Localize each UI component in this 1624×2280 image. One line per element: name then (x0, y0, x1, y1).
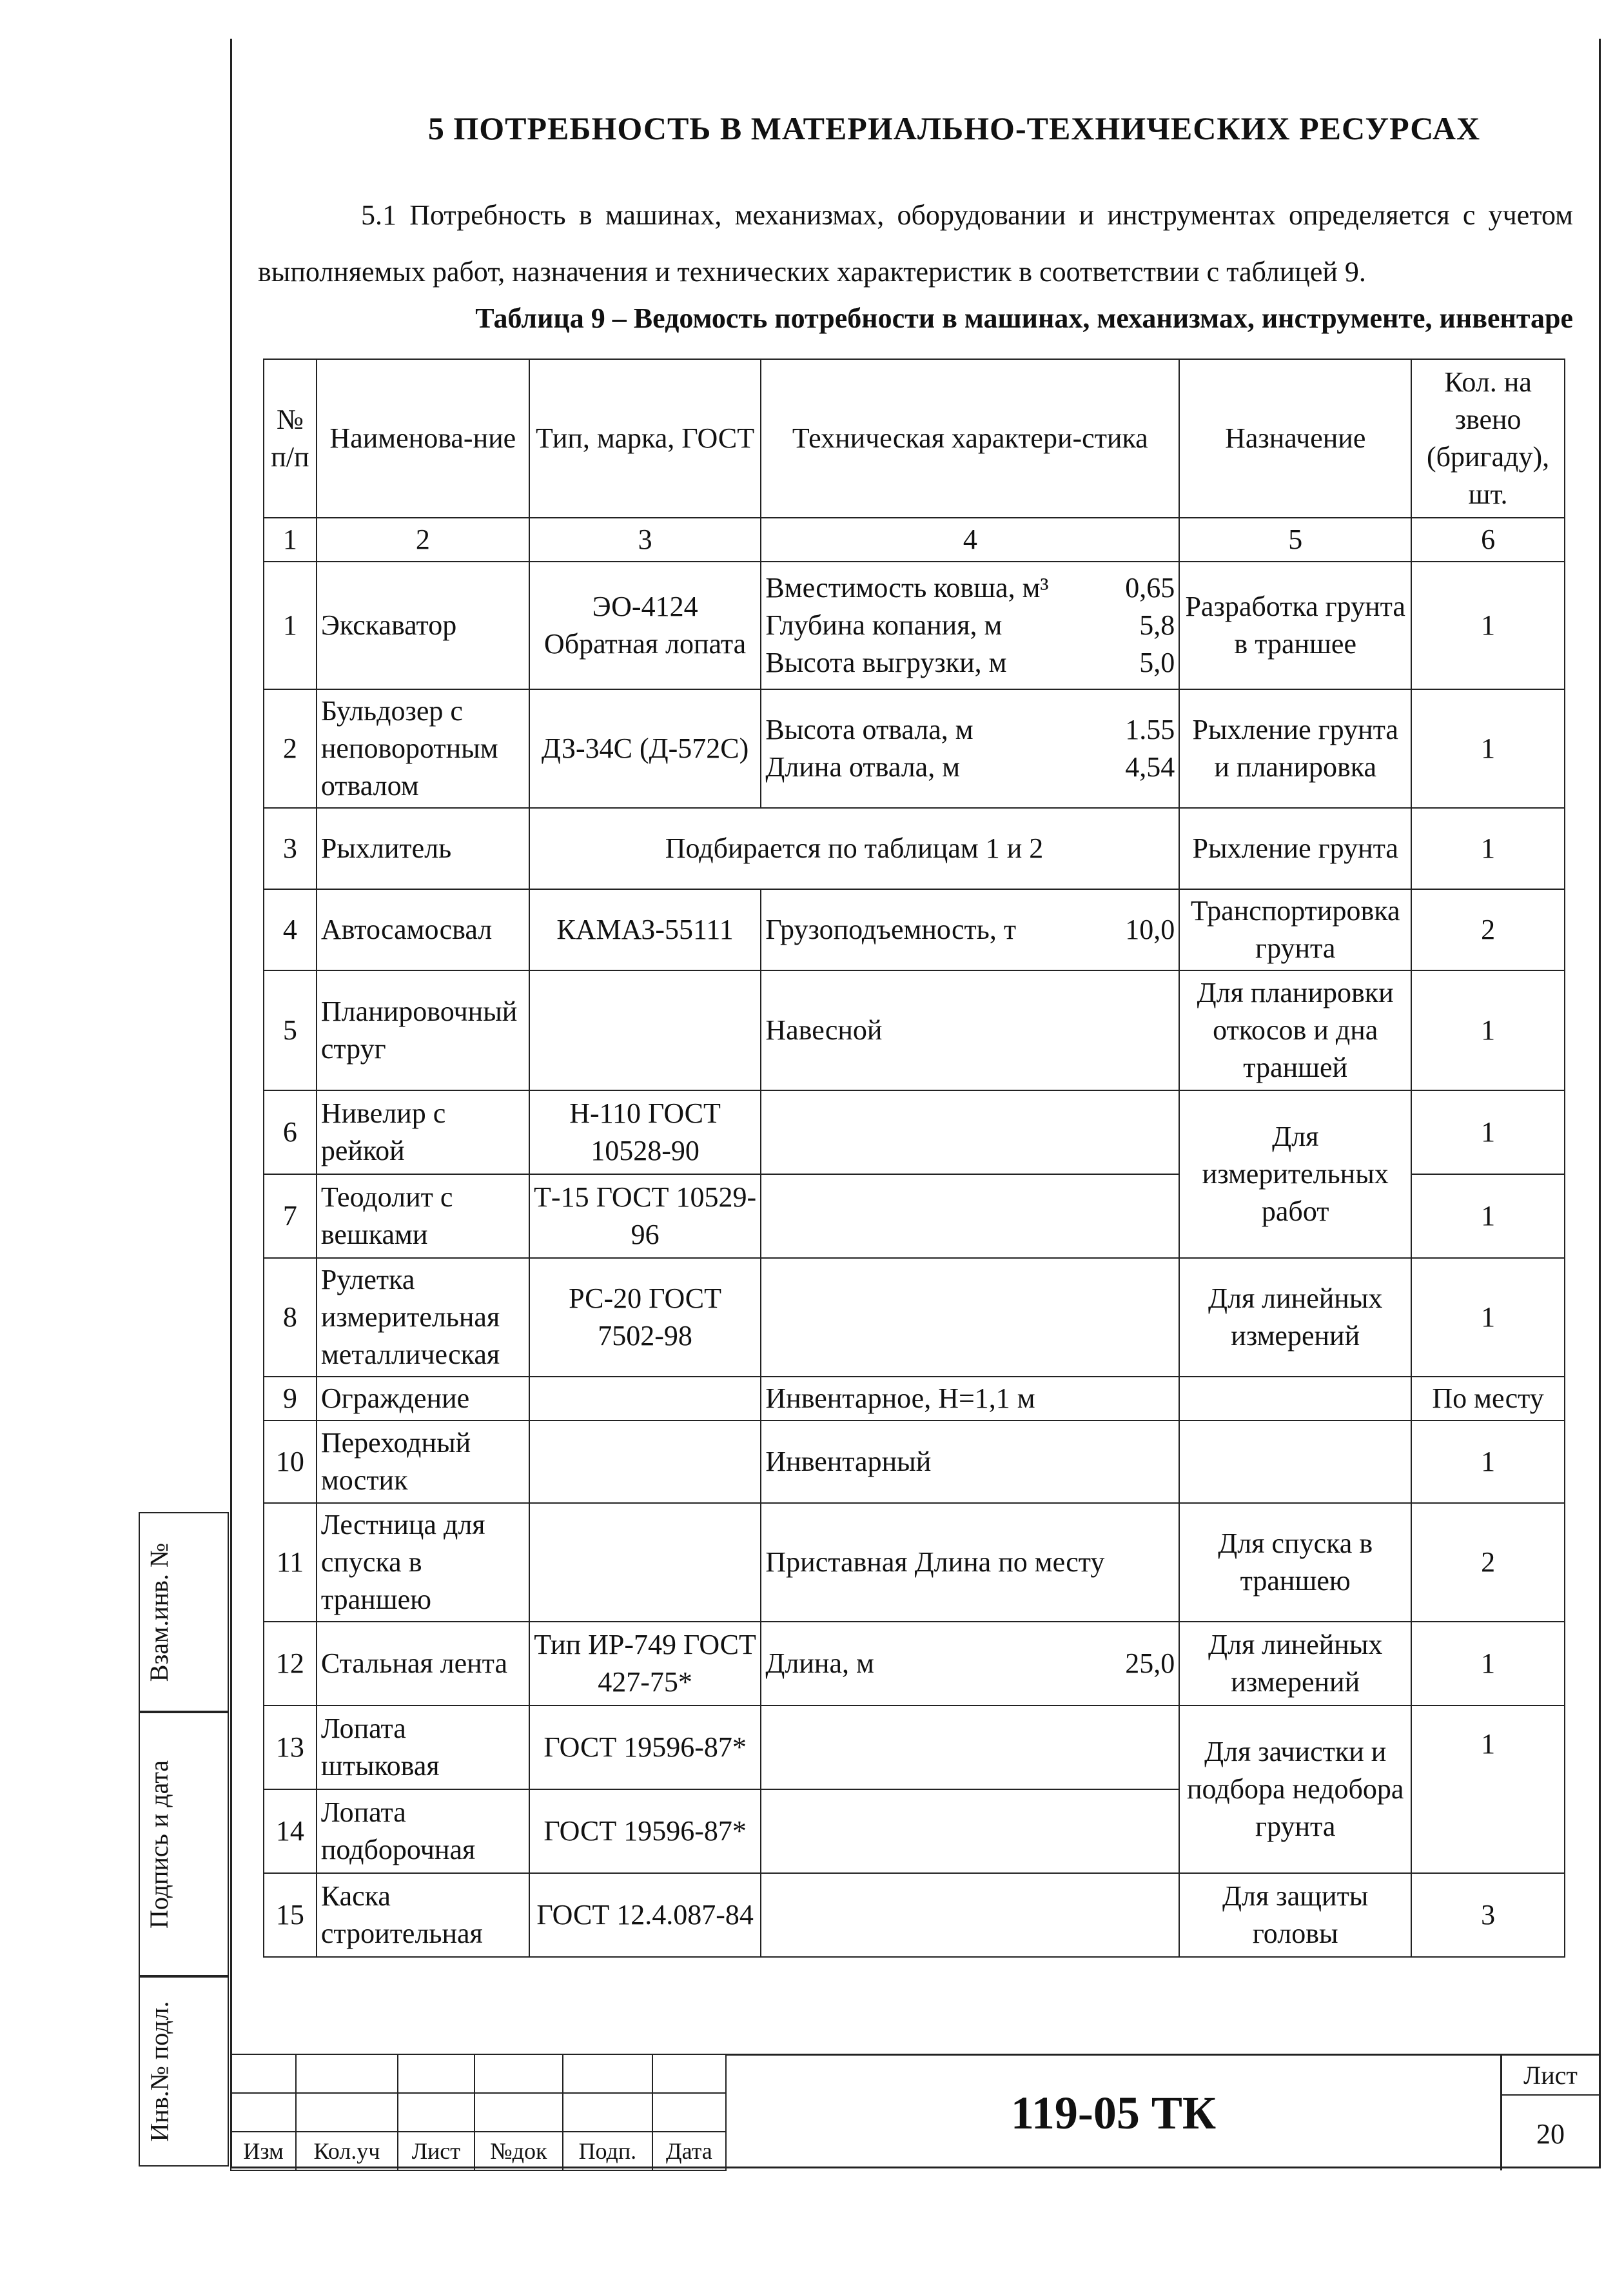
table-row (264, 1420, 1565, 1503)
row-qty: 1 (1411, 1705, 1565, 1873)
table-row (264, 562, 1565, 689)
row-qty: 1 (1411, 1622, 1565, 1705)
column-number-row (264, 518, 1565, 562)
row-spec (761, 1873, 1179, 1957)
row-purpose (1179, 1420, 1411, 1503)
tb-label-sign: Подп. (563, 2132, 652, 2170)
row-purpose: Для линейных измерений (1179, 1622, 1411, 1705)
stamp-cell-replace (139, 1512, 229, 1712)
stamp-cell-signature (139, 1712, 229, 1976)
row-type: ДЗ-34С (Д-572С) (529, 689, 761, 808)
row-num: 12 (264, 1622, 317, 1705)
spec-label: Грузоподъемность, т (765, 914, 1017, 945)
row-spec: Инвентарное, Н=1,1 м (761, 1377, 1179, 1420)
row-name: Рулетка измерительная металлическая (317, 1258, 529, 1377)
sheet-box (1500, 2054, 1599, 2170)
row-num: 1 (264, 562, 317, 689)
row-spec (761, 1789, 1179, 1873)
row-name: Лестница для спуска в траншею (317, 1503, 529, 1622)
table-row (264, 689, 1565, 808)
row-spec (761, 1705, 1179, 1789)
row-num: 5 (264, 970, 317, 1090)
row-num: 9 (264, 1377, 317, 1420)
row-purpose: Рыхление грунта и планировка (1179, 689, 1411, 808)
row-name: Экскаватор (317, 562, 529, 689)
row-qty: 1 (1411, 1420, 1565, 1503)
row-spec (761, 562, 1179, 689)
sheet-number: 20 (1536, 2118, 1565, 2150)
row-num: 11 (264, 1503, 317, 1622)
row-name: Ограждение (317, 1377, 529, 1420)
table-row (264, 1090, 1565, 1174)
row-num: 10 (264, 1420, 317, 1503)
row-spec (761, 1174, 1179, 1258)
row-spec (761, 1622, 1179, 1705)
resources-table (263, 359, 1565, 1958)
spec-label: Высота отвала, м (765, 714, 973, 745)
spec-label: Вместимость ковша, м³ (765, 572, 1049, 604)
row-spec: Инвентарный (761, 1420, 1179, 1503)
row-num: 14 (264, 1789, 317, 1873)
table-row (264, 1705, 1565, 1789)
table-row (264, 1503, 1565, 1622)
table-caption: Таблица 9 – Ведомость потребности в машинах, механизмах, инструменте, инвентаре (475, 302, 1573, 334)
col-num: 3 (529, 518, 761, 562)
title-block (230, 2054, 1599, 2168)
row-type (529, 1503, 761, 1622)
row-type: Тип ИР-749 ГОСТ 427-75* (529, 1622, 761, 1705)
side-stamp (139, 1512, 229, 2167)
stamp-label-signature: Подпись и дата (144, 1760, 174, 1929)
row-num: 13 (264, 1705, 317, 1789)
stamp-label-replace: Взам.инв. № (144, 1542, 174, 1682)
row-qty: 1 (1411, 1090, 1565, 1174)
spec-value: 25,0 (1125, 1647, 1175, 1679)
sheet-label: Лист (1502, 2056, 1599, 2096)
row-name: Лопата штыковая (317, 1705, 529, 1789)
spec-value: 4,54 (1125, 751, 1175, 783)
title-block-grid (230, 2054, 727, 2171)
stamp-cell-original (139, 1976, 229, 2167)
row-qty: 1 (1411, 689, 1565, 808)
table-row (264, 1622, 1565, 1705)
row-qty: 2 (1411, 1503, 1565, 1622)
header-num: № п/п (264, 359, 317, 518)
row-name: Лопата подборочная (317, 1789, 529, 1873)
row-num: 8 (264, 1258, 317, 1377)
tb-label-count: Кол.уч (296, 2132, 397, 2170)
spec-label: Высота выгрузки, м (765, 647, 1007, 678)
row-name: Переходный мостик (317, 1420, 529, 1503)
header-purpose: Назначение (1179, 359, 1411, 518)
row-type (529, 1420, 761, 1503)
row-purpose: Для планировки откосов и дна траншей (1179, 970, 1411, 1090)
row-qty: По месту (1411, 1377, 1565, 1420)
row-purpose-merged: Для измерительных работ (1179, 1090, 1411, 1258)
row-type: ГОСТ 19596-87* (529, 1789, 761, 1873)
header-qty: Кол. на звено (бригаду), шт. (1411, 359, 1565, 518)
row-name: Каска строительная (317, 1873, 529, 1957)
table-row (264, 1873, 1565, 1957)
col-num: 6 (1411, 518, 1565, 562)
row-type (529, 970, 761, 1090)
spec-label: Глубина копания, м (765, 609, 1003, 641)
row-spec: Приставная Длина по месту (761, 1503, 1179, 1622)
row-purpose: Рыхление грунта (1179, 808, 1411, 889)
row-name: Бульдозер с неповоротным отвалом (317, 689, 529, 808)
row-qty: 1 (1411, 1174, 1565, 1258)
table-row (264, 1258, 1565, 1377)
section-heading: 5 ПОТРЕБНОСТЬ В МАТЕРИАЛЬНО-ТЕХНИЧЕСКИХ РЕСУРСАХ (427, 110, 1481, 146)
table-row (264, 1377, 1565, 1420)
col-num: 2 (317, 518, 529, 562)
row-spec: Навесной (761, 970, 1179, 1090)
row-qty: 1 (1411, 1258, 1565, 1377)
header-spec: Техническая характери-стика (761, 359, 1179, 518)
row-name: Автосамосвал (317, 889, 529, 970)
row-type: РС-20 ГОСТ 7502-98 (529, 1258, 761, 1377)
spec-label: Длина отвала, м (765, 751, 961, 783)
spec-value: 10,0 (1125, 914, 1175, 945)
row-spec (761, 889, 1179, 970)
tb-label-docnum: №док (474, 2132, 563, 2170)
row-qty: 3 (1411, 1873, 1565, 1957)
row-purpose: Для защиты головы (1179, 1873, 1411, 1957)
intro-text: 5.1 Потребность в машинах, механизмах, оборудовании и инструментах определяется с учетом выполняемых работ, назначения и технических характеристик в соответствии с таблицей 9. (258, 199, 1573, 288)
row-name: Нивелир с рейкой (317, 1090, 529, 1174)
spec-value: 1.55 (1125, 714, 1175, 745)
spec-value: 5,0 (1139, 647, 1175, 678)
col-num: 1 (264, 518, 317, 562)
row-qty: 1 (1411, 562, 1565, 689)
row-purpose: Разработка грунта в траншее (1179, 562, 1411, 689)
row-qty: 1 (1411, 970, 1565, 1090)
spec-value: 0,65 (1125, 572, 1175, 604)
row-type: Н-110 ГОСТ 10528-90 (529, 1090, 761, 1174)
tb-label-date: Дата (652, 2132, 726, 2170)
row-spec (761, 1090, 1179, 1174)
stamp-label-original: Инв.№ подл. (144, 2001, 174, 2142)
row-name: Стальная лента (317, 1622, 529, 1705)
document-code: 119-05 ТК (727, 2054, 1500, 2170)
table-row (264, 889, 1565, 970)
table-header-row (264, 359, 1565, 518)
row-num: 15 (264, 1873, 317, 1957)
tb-label-sheet: Лист (398, 2132, 474, 2170)
row-purpose: Для спуска в траншею (1179, 1503, 1411, 1622)
row-name: Теодолит с вешками (317, 1174, 529, 1258)
header-type: Тип, марка, ГОСТ (529, 359, 761, 518)
row-purpose: Транспортировка грунта (1179, 889, 1411, 970)
spec-value: 5,8 (1139, 609, 1175, 641)
table-row (264, 970, 1565, 1090)
row-spec (761, 1258, 1179, 1377)
col-num: 5 (1179, 518, 1411, 562)
table-row (264, 808, 1565, 889)
row-purpose (1179, 1377, 1411, 1420)
row-type: КАМАЗ-55111 (529, 889, 761, 970)
row-num: 4 (264, 889, 317, 970)
row-spec (761, 689, 1179, 808)
row-purpose: Для линейных измерений (1179, 1258, 1411, 1377)
row-qty: 2 (1411, 889, 1565, 970)
row-qty: 1 (1411, 808, 1565, 889)
row-type: ГОСТ 12.4.087-84 (529, 1873, 761, 1957)
row-type: ГОСТ 19596-87* (529, 1705, 761, 1789)
row-type (529, 1377, 761, 1420)
col-num: 4 (761, 518, 1179, 562)
spec-label: Длина, м (765, 1647, 874, 1679)
row-type: Т-15 ГОСТ 10529-96 (529, 1174, 761, 1258)
row-type-spec-merged: Подбирается по таблицам 1 и 2 (529, 808, 1179, 889)
row-num: 2 (264, 689, 317, 808)
row-num: 7 (264, 1174, 317, 1258)
row-name: Рыхлитель (317, 808, 529, 889)
intro-paragraph (258, 187, 1573, 300)
tb-label-change: Изм (231, 2132, 296, 2170)
header-name: Наименова-ние (317, 359, 529, 518)
row-num: 6 (264, 1090, 317, 1174)
row-purpose-merged: Для зачистки и подбора недобора грунта (1179, 1705, 1411, 1873)
row-num: 3 (264, 808, 317, 889)
row-name: Планировочный струг (317, 970, 529, 1090)
row-type: ЭО-4124 Обратная лопата (529, 562, 761, 689)
